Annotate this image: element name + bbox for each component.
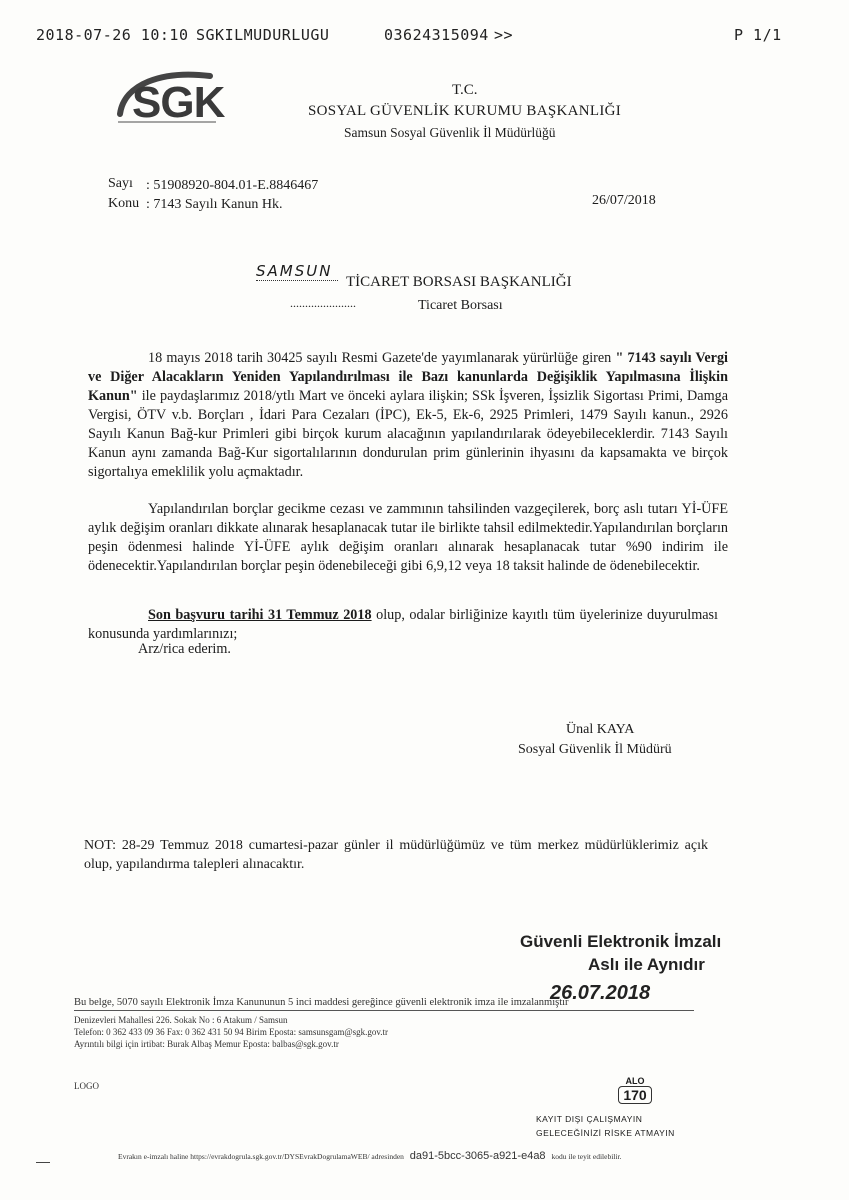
body-paragraph-1 [88, 349, 728, 482]
p1-law-title: " 7143 sayılı Vergi ve Diğer Alacakların Yeniden Yapılandırılması ile Bazı kanunlarda Değişiklik Yapılmasına İlişkin Kanun" [88, 350, 728, 404]
note-text: NOT: 28-29 Temmuz 2018 cumartesi-pazar günler il müdürlüğümüz ve tüm merkez müdürlüklerimiz açık olup, yapılandırma talepleri alınacaktır. [84, 838, 708, 872]
footer-info: Ayrıntılı bilgi için irtibat: Burak Albaş Memur Eposta: balbas@sgk.gov.tr [74, 1039, 339, 1049]
fax-page: P 1/1 [734, 26, 782, 44]
sayi-value: : 51908920-804.01-E.8846467 [146, 178, 319, 193]
directorate-name: Samsun Sosyal Güvenlik İl Müdürlüğü [344, 125, 556, 140]
recipient-dots: ...................... [290, 296, 356, 310]
margin-mark [36, 1162, 50, 1163]
closing-text: Arz/rica ederim. [138, 641, 231, 657]
recipient-line1: TİCARET BORSASI BAŞKANLIĞI [346, 274, 572, 290]
verify-code: da91-5bcc-3065-a921-e4a8 [409, 1150, 546, 1162]
fax-phone: 03624315094 [384, 26, 489, 44]
recipient-line2: Ticaret Borsası [418, 298, 503, 313]
body-paragraph-3 [88, 606, 718, 644]
deadline-text: Son başvuru tarihi 31 Temmuz 2018 [148, 607, 372, 623]
campaign-line2: GELECEĞİNİZİ RİSKE ATMAYIN [536, 1128, 675, 1138]
p3-rest: olup, odalar birliğinize kayıtlı tüm üyelerinize duyurulması konusunda yardımlarınızı; [88, 607, 718, 642]
fax-arrow: >> [494, 26, 514, 44]
footer-contact: Telefon: 0 362 433 09 36 Fax: 0 362 431 50 94 Birim Eposta: samsunsgam@sgk.gov.tr [74, 1027, 389, 1037]
fax-datetime: 2018-07-26 10:10 [36, 26, 189, 44]
p1-rest: ile paydaşlarımız 2018/ytlı Mart ve önceki aylara ilişkin; SSk İşveren, İşsizlik Sigortası Primi, Damga Vergisi, ÖTV v.b. Borçları , İdari Para Cezaları (İPC), Ek-5, Ek-6, 2925 Primleri, 1479 Sayılı kanun., 2926 Sayılı Kanun Bağ-kur Primleri gibi birçok kurum alacağının yapılandırılarak ödeyebileceklerdir. 7143 Sayılı Kanun aynı zamanda Bağ-Kur sigortalılarının dondurulan prim günlerinin ihyasını da kapsamakta ve birçok sigortalıya emeklilik yolu açmaktadır. [88, 388, 728, 480]
verify-line [118, 1150, 718, 1163]
stamp-line1: Güvenli Elektronik İmzalı [520, 932, 722, 951]
footer-rule [74, 1010, 694, 1011]
footer-address: Denizevleri Mahallesi 226. Sokak No : 6 Atakum / Samsun [74, 1015, 288, 1025]
verify-prefix: Evrakın e-imzalı haline https://evrakdogrula.sgk.gov.tr/DYSEvrakDogrulamaWEB/ adresinden [118, 1152, 404, 1161]
institution-name: SOSYAL GÜVENLİK KURUMU BAŞKANLIĞI [308, 103, 622, 119]
signer-name: Ünal KAYA [566, 722, 635, 737]
footer-esign-note: Bu belge, 5070 sayılı Elektronik İmza Kanununun 5 inci maddesi gereğince güvenli elektronik imza ile imzalanmıştır [74, 997, 569, 1008]
body-paragraph-2: Yapılandırılan borçlar gecikme cezası ve zammının tahsilinden vazgeçilerek, borç aslı tutarı Yİ-ÜFE aylık değişim oranları dikkate alınarak hesaplanacak tutar ile birlikte tahsil edilmektedir.Yapılandırılan borçların peşin ödenmesi halinde Yİ-ÜFE aylık değişim oranları alınarak hesaplanacak tutar %90 indirim ile ödenecektir.Yapılandırılan borçlar peşin ödenebileceği gibi 6,9,12 veya 18 taksit halinde de ödenebilecektir. [88, 501, 728, 574]
konu-label: Konu [108, 196, 140, 211]
alo-number: 170 [618, 1086, 651, 1104]
sgk-logo [112, 66, 232, 136]
stamp-date: 26.07.2018 [550, 982, 651, 1004]
alo-label: ALO [625, 1076, 645, 1086]
konu-value: : 7143 Sayılı Kanun Hk. [146, 197, 283, 212]
stamp-line2: Aslı ile Aynıdır [588, 955, 705, 974]
p1-start: 18 mayıs 2018 tarih 30425 sayılı Resmi Gazete'de yayımlanarak yürürlüğe giren [148, 350, 616, 366]
recipient-dotted-line [256, 280, 338, 281]
signer-title: Sosyal Güvenlik İl Müdürü [518, 742, 672, 757]
verify-suffix: kodu ile teyit edilebilir. [551, 1152, 622, 1161]
campaign-line1: KAYIT DIŞI ÇALIŞMAYIN [536, 1114, 643, 1124]
letter-date: 26/07/2018 [592, 193, 656, 208]
alo-170-badge [612, 1076, 658, 1106]
sayi-label: Sayı [108, 176, 133, 191]
handwritten-city: SAMSUN [256, 262, 333, 280]
tc-heading: T.C. [452, 82, 478, 98]
footer-logo-label: LOGO [74, 1081, 99, 1091]
fax-sender: SGKILMUDURLUGU [196, 26, 330, 44]
sgk-logo-text: SGK [132, 78, 225, 127]
